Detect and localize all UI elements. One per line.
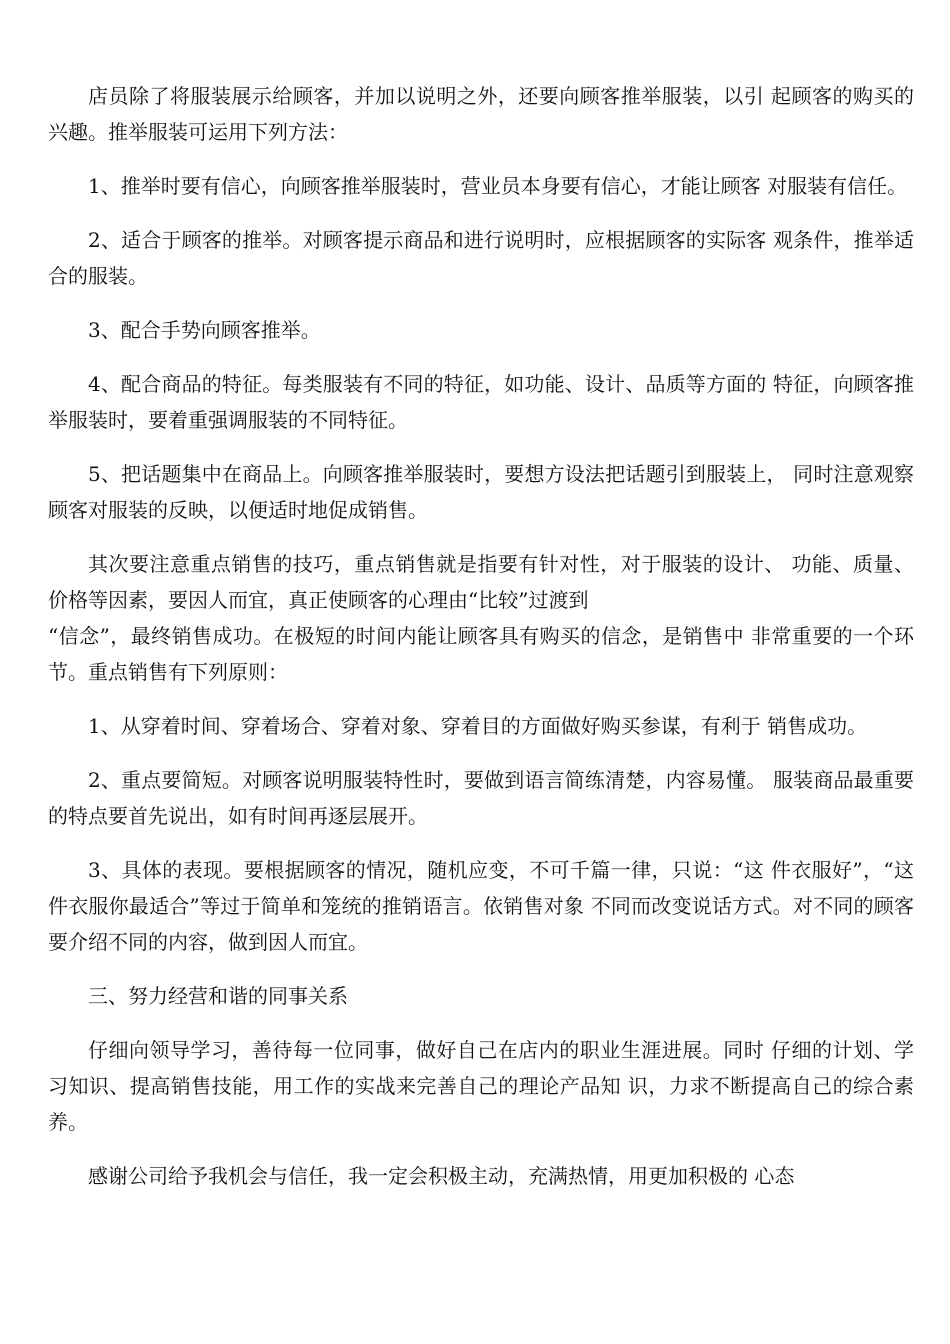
paragraph-method-5: 5、把话题集中在商品上。向顾客推举服装时，要想方设法把话题引到服装上， 同时注意观察顾客对服装的反映，以便适时地促成销售。 bbox=[48, 462, 914, 522]
paragraph-principle-3: 3、具体的表现。要根据顾客的情况，随机应变，不可千篇一律，只说：“这 件衣服好”，“这件衣服你最适合”等过于简单和笼统的推销语言。依销售对象 不同而改变说话方式。对不同的顾客要介绍不同的内容，做到因人而宜。 bbox=[48, 858, 914, 954]
paragraph-method-4: 4、配合商品的特征。每类服装有不同的特征，如功能、设计、品质等方面的 特征，向顾客推举服装时，要着重强调服装的不同特征。 bbox=[48, 372, 914, 432]
paragraph-key-sales-intro: 其次要注意重点销售的技巧，重点销售就是指要有针对性，对于服装的设计、 功能、质量、价格等因素，要因人而宜，真正使顾客的心理由“比较”过渡到 “信念”，最终销售成功。在极短的时间内能让顾客具有购买的信念，是销售中 非常重要的一个环节。重点销售有下列原则： bbox=[48, 552, 914, 684]
paragraph-principle-2: 2、重点要简短。对顾客说明服装特性时，要做到语言简练清楚，内容易懂。 服装商品最重要的特点要首先说出，如有时间再逐层展开。 bbox=[48, 768, 914, 828]
paragraph-method-3: 3、配合手势向顾客推举。 bbox=[88, 318, 321, 342]
paragraph-method-1: 1、推举时要有信心，向顾客推举服装时，营业员本身要有信心，才能让顾客 对服装有信任。 bbox=[88, 174, 908, 198]
section-heading-colleagues: 三、努力经营和谐的同事关系 bbox=[88, 984, 348, 1008]
document-page bbox=[48, 78, 914, 1212]
paragraph-principle-1: 1、从穿着时间、穿着场合、穿着对象、穿着目的方面做好购买参谋，有利于 销售成功。 bbox=[88, 714, 868, 738]
paragraph-thanks: 感谢公司给予我机会与信任，我一定会积极主动，充满热情，用更加积极的 心态 bbox=[88, 1164, 795, 1188]
paragraph-method-2: 2、适合于顾客的推举。对顾客提示商品和进行说明时，应根据顾客的实际客 观条件，推举适合的服装。 bbox=[48, 228, 914, 288]
paragraph-recommend-intro: 店员除了将服装展示给顾客，并加以说明之外，还要向顾客推举服装，以引 起顾客的购买的兴趣。推举服装可运用下列方法： bbox=[48, 84, 914, 144]
paragraph-learning: 仔细向领导学习，善待每一位同事，做好自己在店内的职业生涯进展。同时 仔细的计划、学习知识、提高销售技能，用工作的实战来完善自己的理论产品知 识，力求不断提高自己的综合素养。 bbox=[48, 1038, 914, 1134]
